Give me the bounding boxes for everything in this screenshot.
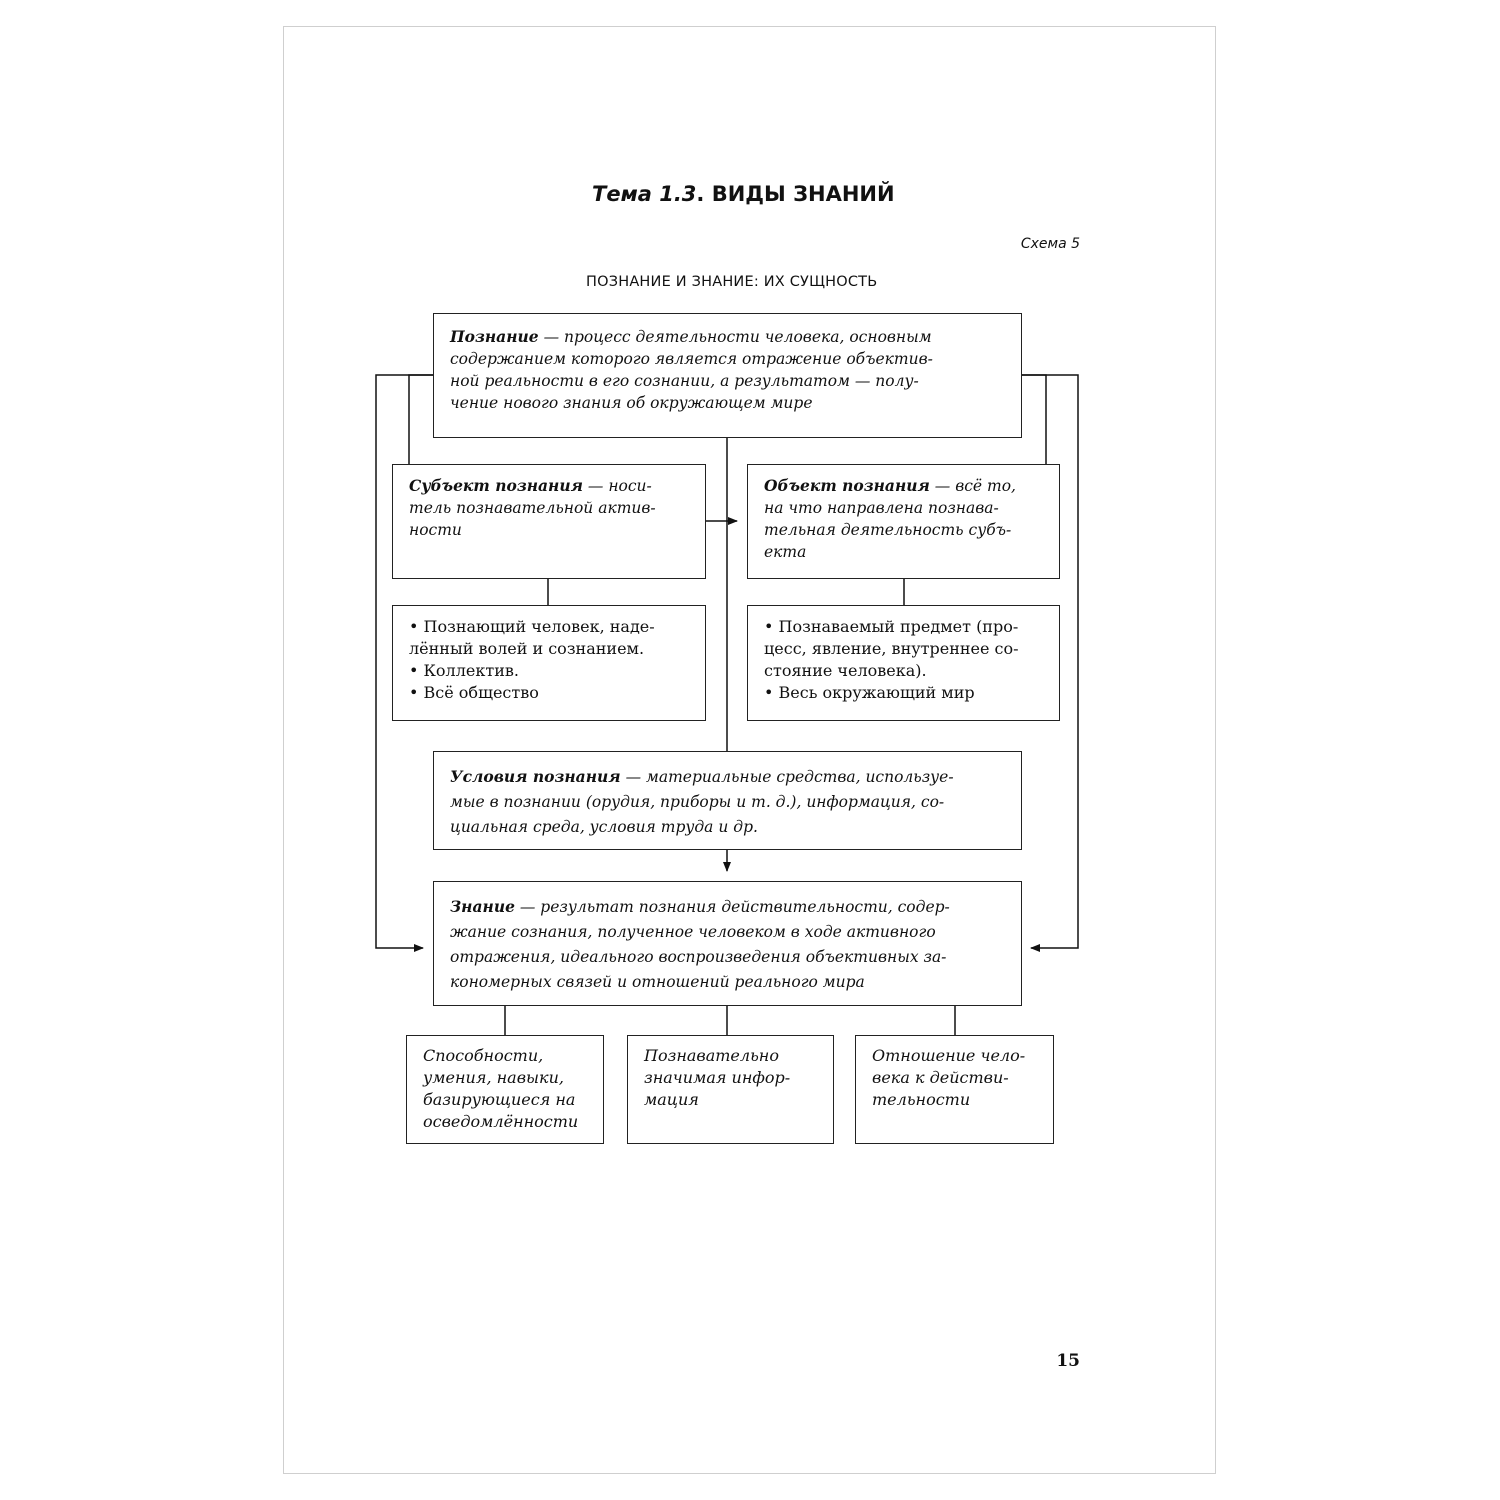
cognition-line-2: содержанием которого является отражение объектив- — [450, 350, 933, 368]
object-line-2: на что направлена познава- — [764, 499, 999, 517]
subject-list-line-4: • Всё общество — [409, 683, 539, 702]
cognition-line-4: чение нового знания об окружающем мире — [450, 394, 813, 412]
subject-list-line-3: • Коллектив. — [409, 661, 519, 680]
abilities-line-1: Способности, — [423, 1046, 544, 1065]
object-list-line-1: • Познаваемый предмет (про- — [764, 617, 1019, 636]
subject-line-1: Субъект познания — носи- — [409, 476, 652, 495]
object-line-3: тельная деятельность субъ- — [764, 521, 1012, 539]
cognition-term: Познание — [450, 327, 539, 346]
information-box — [627, 1035, 834, 1144]
information-line-2: значимая инфор- — [644, 1068, 791, 1087]
subject-list-box — [392, 605, 706, 721]
subject-list-line-2: лённый волей и сознанием. — [409, 639, 645, 658]
abilities-line-2: умения, навыки, — [423, 1068, 564, 1087]
attitude-line-3: тельности — [872, 1090, 971, 1109]
abilities-line-3: базирующиеся на — [423, 1090, 576, 1109]
object-list-line-4: • Весь окружающий мир — [764, 683, 975, 702]
conditions-line-3: циальная среда, условия труда и др. — [450, 818, 758, 836]
abilities-box — [406, 1035, 604, 1144]
topic-prefix: Тема 1.3 — [592, 182, 697, 206]
conditions-box — [433, 751, 1022, 850]
conditions-line-2: мые в познании (орудия, приборы и т. д.), информация, со- — [450, 793, 945, 811]
object-term: Объект познания — [764, 476, 930, 495]
page-number: 15 — [1056, 1351, 1080, 1371]
attitude-line-1: Отношение чело- — [872, 1046, 1026, 1065]
topic-title: ВИДЫ ЗНАНИЙ — [711, 182, 895, 206]
object-box — [747, 464, 1060, 579]
knowledge-line-3: отражения, идеального воспроизведения объективных за- — [450, 948, 947, 966]
knowledge-line-4: кономерных связей и отношений реального мира — [450, 973, 865, 991]
scheme-title: ПОЗНАНИЕ И ЗНАНИЕ: ИХ СУЩНОСТЬ — [586, 274, 878, 290]
subject-line-3: ности — [409, 521, 462, 539]
subject-term: Субъект познания — [409, 476, 583, 495]
cognition-line-1: Познание — процесс деятельности человека, основным — [450, 327, 932, 346]
object-list-box — [747, 605, 1060, 721]
cognition-box — [433, 313, 1022, 438]
subject-box — [392, 464, 706, 579]
object-line-4: екта — [764, 543, 807, 561]
conditions-term: Условия познания — [450, 767, 621, 786]
attitude-box — [855, 1035, 1054, 1144]
knowledge-line-1: Знание — результат познания действительности, содер- — [450, 897, 950, 916]
cognition-line-3: ной реальности в его сознании, а результатом — полу- — [450, 372, 919, 390]
object-line-1: Объект познания — всё то, — [764, 476, 1016, 495]
topic-separator: . — [696, 182, 712, 206]
connector-cognition-to-subject — [409, 375, 433, 465]
subject-list-line-1: • Познающий человек, наде- — [409, 617, 655, 636]
subject-line-2: тель познавательной актив- — [409, 499, 656, 517]
object-list-line-3: стояние человека). — [764, 661, 927, 680]
knowledge-box — [433, 881, 1022, 1006]
connector-cognition-to-object — [1021, 375, 1046, 465]
information-line-3: мация — [644, 1090, 699, 1109]
knowledge-term: Знание — [450, 897, 515, 916]
abilities-line-4: осведомлённости — [423, 1112, 579, 1131]
knowledge-line-2: жание сознания, полученное человеком в ходе активного — [450, 923, 936, 941]
attitude-line-2: века к действи- — [872, 1068, 1009, 1087]
scheme-label: Схема 5 — [1020, 236, 1080, 252]
object-list-line-2: цесс, явление, внутреннее со- — [764, 639, 1019, 658]
information-line-1: Познавательно — [644, 1046, 779, 1065]
conditions-line-1: Условия познания — материальные средства, используе- — [450, 767, 954, 786]
